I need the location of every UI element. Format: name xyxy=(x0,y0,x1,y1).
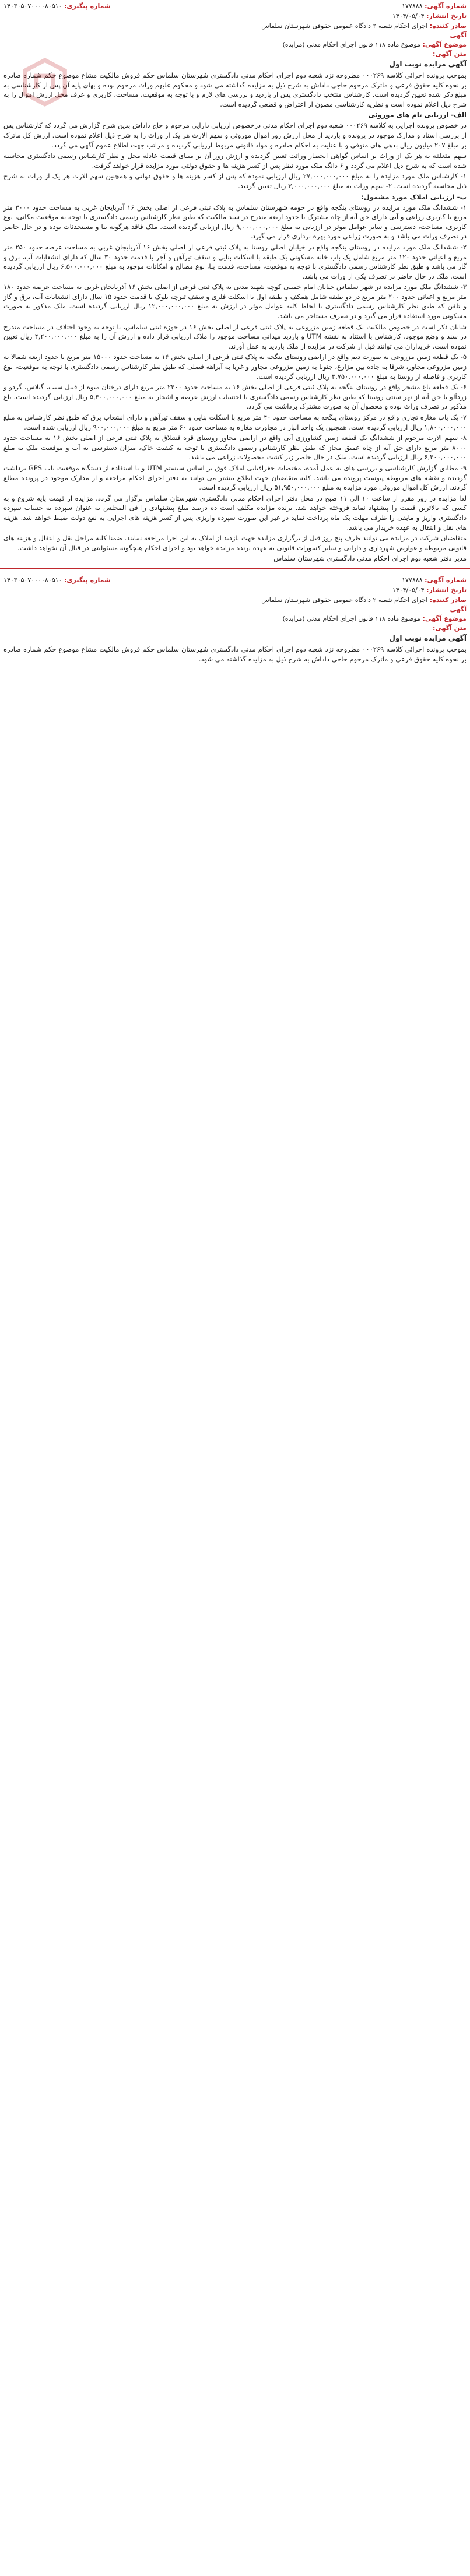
ad-topic-label: موضوع آگهی: xyxy=(422,41,467,48)
issuer-value: اجرای احکام شعبه ۲ دادگاه عمومی حقوقی شهرستان سلماس xyxy=(261,596,428,604)
paragraph-mid2: ۵- یک قطعه زمین مزروعی به صورت دیم واقع در اراضی روستای ینگجه به پلاک ثبتی فرعی از اصلی بخش ۱۶ به مساحت حدود ۱۵۰۰۰ متر مربع با حدود اربعه شمالا به زمین مزروعی مجاور، شرقا به جاده بین مزارع، جنوبا به زمین مزروعی مجاور و غربا به آبراهه فصلی که طبق نظر کارشناس رسمی دادگستری با توجه به موقعیت، نوع کاربری و فاصله از روستا به مبلغ ۳,۷۵۰,۰۰۰,۰۰۰ ریال ارزیابی گردیده است. xyxy=(3,353,467,381)
ad-number-value: ۱۷۷۸۸۸ xyxy=(402,576,423,585)
issuer-label: صادر کننده: xyxy=(429,22,467,30)
ad-heading: آگهی xyxy=(450,31,467,39)
intro-paragraph: بموجب پرونده اجرائی کلاسه ۰۰۰۲۶۹ مطروحه نزد شعبه دوم اجرای احکام مدنی دادگستری شهرستان سلماس حکم فروش مالکیت مشاع موضوع حکم شماره صادره بر نحوه کلیه حقوق فرعی و ماترک مرحوم حاجی داداش به شرح ذیل به مزایده گذاشته می شود. xyxy=(3,645,467,663)
paragraph-low2: ۹- مطابق گزارش کارشناسی و بررسی های به عمل آمده، مختصات جغرافیایی املاک فوق بر اساس سیستم UTM و با استفاده از دستگاه موقعیت یاب GPS برداشت گردیده و نقشه های مربوطه پیوست پرونده می باشد. کلیه متقاضیان جهت اطلاع بیشتر می توانند به دفتر اجرای احکام مراجعه و از مدارک موجود در پرونده مطلع گردند. ارزش کل اموال موروثی مورد مزایده به مبلغ ۵۱,۹۵۰,۰۰۰,۰۰۰ ریال ارزیابی گردیده است. xyxy=(3,463,467,492)
ad-topic xyxy=(0,614,470,624)
ad-text-label: متن آگهی: xyxy=(433,50,467,58)
ad-topic-value: موضوع ماده ۱۱۸ قانون اجرای احکام مدنی (مزایده) xyxy=(282,615,420,623)
ad-number xyxy=(402,2,467,10)
section-heading-a: الف- ارزیابی تام های موروثی xyxy=(368,111,467,119)
ad-title: آگهی مزایده نوبت اول xyxy=(389,634,467,643)
ad-section-2 xyxy=(0,574,470,664)
paragraph-low3: لذا مزایده در روز مقرر از ساعت ۱۰ الی ۱۱ صبح در محل دفتر اجرای احکام مدنی دادگستری شهرستان سلماس برگزار می گردد. مزایده از قیمت پایه شروع و به کسی که بالاترین قیمت را پیشنهاد نماید فروخته خواهد شد. برنده مزایده مکلف است ده درصد مبلغ پیشنهادی را فی المجلس به عنوان سپرده به حساب سپرده دادگستری واریز و مابقی را ظرف مهلت یک ماه پرداخت نماید در غیر این صورت سپرده واریزی پس از کسر هزینه های اجرایی به نفع دولت ضبط خواهد شد. هزینه های نقل و انتقال به عهده خریدار می باشد. xyxy=(3,494,467,532)
tracking-number-value: ۱۴۰۳۰۵۰۷۰۰۰۰۸۰۵۱۰ xyxy=(3,576,62,585)
signature: مدیر دفتر شعبه دوم اجرای احکام مدنی دادگستری شهرستان سلماس xyxy=(273,554,467,563)
tracking-number xyxy=(3,576,111,584)
tracking-number xyxy=(3,2,111,10)
tracking-number-label: شماره پیگیری: xyxy=(64,2,111,10)
tracking-number-label: شماره پیگیری: xyxy=(64,576,111,585)
ad-number-value: ۱۷۷۸۸۸ xyxy=(402,2,423,10)
paragraph-mid4: ۷- یک باب مغازه تجاری واقع در مرکز روستای ینگجه به مساحت حدود ۴۰ متر مربع با اسکلت بنایی و سقف تیرآهن و دارای انشعاب برق که طبق نظر کارشناس به مبلغ ۱,۸۰۰,۰۰۰,۰۰۰ ریال ارزیابی گردیده است. همچنین یک واحد انبار در مجاورت مغازه به مساحت حدود ۶۰ متر مربع به مبلغ ۹۰۰,۰۰۰,۰۰۰ ریال ارزیابی شده است. xyxy=(3,413,467,431)
publish-date xyxy=(0,11,470,21)
issuer xyxy=(0,595,470,605)
paragraph-low1: ۸- سهم الارث مرحوم از ششدانگ یک قطعه زمین کشاورزی آبی واقع در اراضی مجاور روستای قره قشلاق به پلاک ثبتی فرعی از اصلی بخش ۱۶ به مساحت حدود ۸۰۰۰ متر مربع دارای حق آبه از چاه عمیق مجاز که طبق نظر کارشناس رسمی دادگستری با توجه به کیفیت خاک، میزان دسترسی به آب و موقعیت ملک به مبلغ ۶,۴۰۰,۰۰۰,۰۰۰ ریال ارزیابی گردیده است. ملک در حال حاضر زیر کشت محصولات زراعی می باشد. xyxy=(3,434,467,462)
issuer-value: اجرای احکام شعبه ۲ دادگاه عمومی حقوقی شهرستان سلماس xyxy=(261,22,428,30)
ad-meta-row xyxy=(0,0,470,11)
paragraph-a: در خصوص پرونده اجرایی به کلاسه ۰۰۰۲۶۹ شعبه دوم اجرای احکام مدنی درخصوص ارزیابی دارایی مرحوم و حاج داداش بدین شرح گزارش می گردد که کارشناس پس از بررسی اسناد و مدارک موجود در پرونده و بازدید از محل ارزش روز اموال موروثی و سهم الارث هر یک از وراث را به شرح ذیل اعلام نموده است. ارزش کل ماترک بر مبلغ ۲۰۷ میلیون ریال بدهی های متوفی و با عنایت به احکام صادره و مواد قانونی مربوط ارزیابی گردیده و مراتب جهت اطلاع عموم آگهی می گردد. xyxy=(3,121,467,149)
paragraph-mid3: ۶- یک قطعه باغ مشجر واقع در روستای ینگجه به پلاک ثبتی فرعی از اصلی بخش ۱۶ به مساحت حدود ۲۴۰۰ متر مربع دارای درختان میوه از قبیل سیب، گیلاس، گردو و زردآلو با حق آبه از نهر سنتی روستا که طبق نظر کارشناس رسمی دادگستری با احتساب ارزش عرصه و اشجار به مبلغ ۵,۴۰۰,۰۰۰,۰۰۰ ریال ارزیابی گردیده است. باغ مذکور در تصرف وراث بوده و محصول آن به صورت مشترک برداشت می گردد. xyxy=(3,383,467,411)
paragraph-a3: ۱- کارشناس ملک مورد مزایده را به مبلغ ۲۷,۰۰۰,۰۰۰,۰۰۰ ریال ارزیابی نموده که پس از کسر هزینه ها و حقوق دولتی و همچنین سهم الارث هر یک از وراث به شرح ذیل محاسبه گردیده است. ۲- سهم وراث به مبلغ ۳,۰۰۰,۰۰۰,۰۰۰ ریال تعیین گردید. xyxy=(3,172,467,190)
paragraph-mid1: شایان ذکر است در خصوص مالکیت یک قطعه زمین مزروعی به پلاک ثبتی فرعی از اصلی بخش ۱۶ در حوزه ثبتی سلماس، با توجه به وجود اختلاف در مساحت مندرج در سند و وضع موجود، کارشناس با استناد به نقشه UTM و بازدید میدانی مساحت موجود را ملاک ارزیابی قرار داده و ارزش آن را به مبلغ ۴,۲۰۰,۰۰۰,۰۰۰ ریال تعیین نموده است. خریداران می توانند قبل از شرکت در مزایده از ملک بازدید به عمل آورند. xyxy=(3,322,467,350)
paragraph-low4: متقاضیان شرکت در مزایده می توانند ظرف پنج روز قبل از برگزاری مزایده جهت بازدید از املاک به این اجرا مراجعه نمایند. ضمنا کلیه مراحل نقل و انتقال و هزینه های قانونی مربوطه و عوارض شهرداری و دارایی و سایر کسورات قانونی به عهده برنده مزایده خواهد بود و اجرای احکام هیچگونه مسئولیتی در قبال آن نخواهد داشت. xyxy=(3,534,467,552)
tracking-number-value: ۱۴۰۳۰۵۰۷۰۰۰۰۸۰۵۱۰ xyxy=(3,2,62,10)
publish-date-value: ۱۴۰۴/۰۵/۰۴ xyxy=(392,12,425,20)
publish-date-label: تاریخ انتشار: xyxy=(426,12,467,20)
ad-divider xyxy=(0,568,470,569)
ad-topic-value: موضوع ماده ۱۱۸ قانون اجرای احکام مدنی (مزایده) xyxy=(282,41,420,48)
watermark-logo-icon xyxy=(19,56,71,108)
ad-text-label: متن آگهی: xyxy=(433,624,467,632)
ad-number xyxy=(402,576,467,584)
paragraph-b1: ۱- ششدانگ ملک مورد مزایده در روستای ینگجه واقع در حومه شهرستان سلماس به پلاک ثبتی فرعی از اصلی بخش ۱۶ آذربایجان غربی به مساحت حدود ۳۰۰۰ متر مربع با کاربری زراعی و آبی دارای حق آبه از چاه مشترک با حدود اربعه مندرج در سند مالکیت که طبق نظر کارشناس رسمی دادگستری با توجه به موقعیت مکانی، نوع کاربری، مساحت، دسترسی و سایر عوامل موثر در ارزیابی به مبلغ ۹,۰۰۰,۰۰۰,۰۰۰ ریال ارزیابی گردیده است. ملک فاقد هرگونه بنا و مستحدثات بوده و در حال حاضر در تصرف وراث می باشد و به صورت زراعی مورد بهره برداری قرار می گیرد. xyxy=(3,203,467,241)
ad-title: آگهی مزایده نوبت اول xyxy=(389,60,467,68)
ad-number-label: شماره آگهی: xyxy=(425,2,467,10)
ad-heading: آگهی xyxy=(450,606,467,614)
paragraph-b2: ۲- ششدانگ ملک مورد مزایده در روستای ینگجه واقع در خیابان اصلی روستا به پلاک ثبتی فرعی از اصلی بخش ۱۶ آذربایجان غربی به مساحت عرصه حدود ۲۵۰ متر مربع و اعیانی حدود ۱۲۰ متر مربع شامل یک باب خانه مسکونی یک طبقه با اسکلت بنایی و سقف تیرآهن و آجر با قدمت حدود ۳۰ سال که دارای انشعابات آب، برق و گاز می باشد و طبق نظر کارشناس رسمی دادگستری با توجه به موقعیت، مساحت، قدمت بنا، نوع مصالح و امکانات موجود به مبلغ ۶,۵۰۰,۰۰۰,۰۰۰ ریال ارزیابی گردیده است. ملک در حال حاضر در تصرف یکی از وراث می باشد. xyxy=(3,242,467,280)
ad-number-label: شماره آگهی: xyxy=(425,576,467,585)
paragraph-a2: سهم متعلقه به هر یک از وراث بر اساس گواهی انحصار وراثت تعیین گردیده و ارزش روز آن بر مبنای قیمت عادله محل و نظر کارشناس رسمی دادگستری محاسبه شده است که به شرح ذیل اعلام می گردد و ۶ دانگ ملک مورد نظر پس از کسر هزینه ها و حقوق دولتی مورد مزایده قرار خواهد گرفت. xyxy=(3,152,467,170)
issuer xyxy=(0,21,470,31)
issuer-label: صادر کننده: xyxy=(429,596,467,604)
publish-date-label: تاریخ انتشار: xyxy=(426,586,467,594)
ad-topic-label: موضوع آگهی: xyxy=(422,615,467,623)
ad-meta-row xyxy=(0,574,470,585)
section-heading-b: ب- ارزیابی املاک مورد مشمول: xyxy=(361,192,467,201)
intro-paragraph: بموجب پرونده اجرائی کلاسه ۰۰۰۲۶۹ مطروحه نزد شعبه دوم اجرای احکام مدنی دادگستری شهرستان سلماس حکم فروش مالکیت مشاع موضوع حکم شماره صادره بر نحوه کلیه حقوق فرعی و ماترک مرحوم حاجی داداش به شرح ذیل به مزایده گذاشته می شود و محکوم علیهم وراث مرحوم بوده و بهای پایه آن پس از کارشناسی به مبلغ ذکر شده تعیین گردیده است. کارشناس منتخب دادگستری پس از بازدید و بررسی های لازم و با توجه به موقعیت، مساحت، کاربری و عرف محل ارزش اموال را به شرح ذیل اعلام نموده است و نظریه کارشناسی مصون از اعتراض و قطعی گردیده است. xyxy=(3,71,467,108)
publish-date-value: ۱۴۰۴/۰۵/۰۴ xyxy=(392,586,425,594)
publish-date xyxy=(0,585,470,595)
ad-topic xyxy=(0,40,470,50)
paragraph-b3: ۳- ششدانگ ملک مورد مزایده در شهر سلماس خیابان امام خمینی کوچه شهید مدنی به پلاک ثبتی فرعی از اصلی بخش ۱۶ آذربایجان غربی به مساحت عرصه حدود ۱۸۰ متر مربع و اعیانی حدود ۲۰۰ متر مربع در دو طبقه شامل همکف و طبقه اول با اسکلت فلزی و سقف تیرچه بلوک با قدمت حدود ۱۵ سال دارای انشعابات آب، برق و گاز و تلفن که طبق نظر کارشناس رسمی دادگستری با لحاظ کلیه عوامل موثر در ارزش به مبلغ ۱۲,۰۰۰,۰۰۰,۰۰۰ ریال ارزیابی گردیده است. ملک مذکور به صورت مسکونی مورد استفاده قرار می گیرد و در تصرف مستاجر می باشد. xyxy=(3,283,467,321)
